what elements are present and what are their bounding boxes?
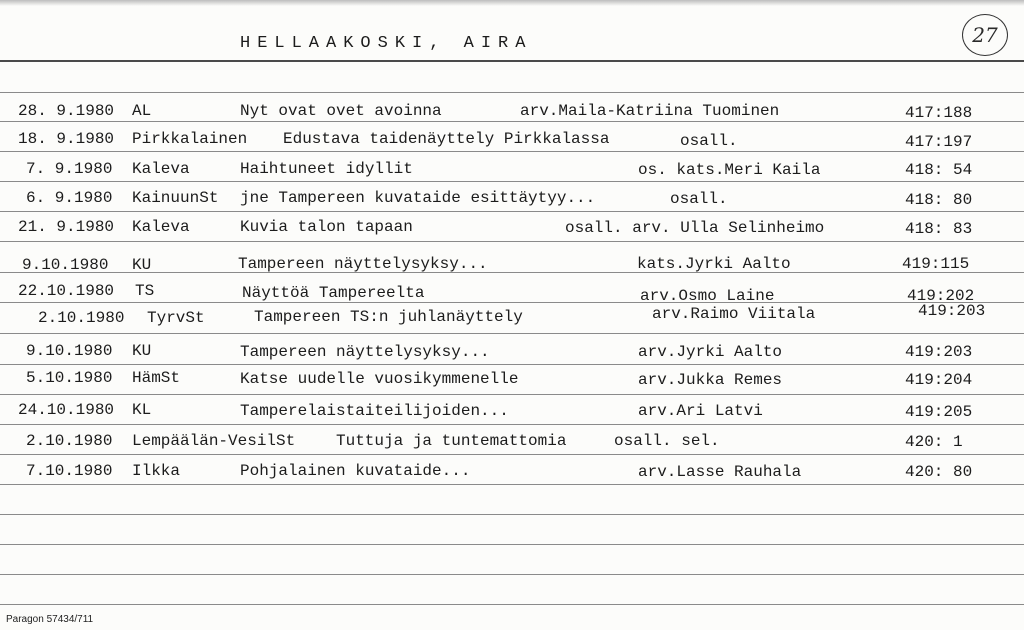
entry-source: KU [132, 256, 152, 274]
entry-ref: 419:202 [907, 287, 975, 305]
entry-source: KainuunSt [132, 189, 219, 207]
entry-ref: 417:197 [905, 133, 973, 151]
entry-ref: 420: 1 [905, 433, 963, 451]
ruled-line [0, 272, 1024, 273]
entry-date: 24.10.1980 [18, 401, 115, 419]
entry-source: Lempäälän-VesilSt [132, 432, 296, 450]
entry-title: Edustava taidenäyttely Pirkkalassa [283, 130, 610, 148]
entry-date: 7.10.1980 [26, 462, 113, 480]
entry-note: osall. sel. [614, 432, 720, 450]
header-rule [0, 60, 1024, 62]
entry-ref: 419:203 [918, 302, 986, 320]
entry-note: arv.Jukka Remes [638, 371, 783, 389]
entry-date: 6. 9.1980 [26, 189, 113, 207]
entry-note: arv.Jyrki Aalto [638, 343, 783, 361]
entry-title: Haihtuneet idyllit [240, 160, 413, 178]
entry-ref: 419:203 [905, 343, 973, 361]
entry-date: 22.10.1980 [18, 282, 115, 300]
ruled-line [0, 333, 1024, 334]
entry-date: 18. 9.1980 [18, 130, 115, 148]
entry-title: Pohjalainen kuvataide... [240, 462, 471, 480]
entry-source: HämSt [132, 369, 181, 387]
entry-source: Kaleva [132, 218, 190, 236]
entry-date: 7. 9.1980 [26, 160, 113, 178]
entry-ref: 419:115 [902, 255, 970, 273]
ruled-line [0, 151, 1024, 152]
ruled-line [0, 604, 1024, 605]
entry-title: Tampereen TS:n juhlanäyttely [254, 308, 523, 326]
entry-title: Katse uudelle vuosikymmenelle [240, 370, 519, 388]
entry-date: 9.10.1980 [22, 256, 109, 274]
entry-note: osall. [670, 190, 728, 208]
entry-title: Tampereen näyttelysyksy... [238, 255, 488, 273]
entry-note: arv.Maila-Katriina Tuominen [520, 102, 780, 120]
entry-title: Kuvia talon tapaan [240, 218, 413, 236]
entry-note: osall. [680, 132, 738, 150]
entry-note: arv.Ari Latvi [638, 402, 763, 420]
ruled-line [0, 544, 1024, 545]
entry-source: Kaleva [132, 160, 190, 178]
entry-ref: 417:188 [905, 104, 973, 122]
ruled-line [0, 574, 1024, 575]
entry-source: AL [132, 102, 152, 120]
entry-note: kats.Jyrki Aalto [637, 255, 791, 273]
entry-title: jne Tampereen kuvataide esittäytyy... [240, 189, 596, 207]
entry-ref: 418: 80 [905, 191, 973, 209]
ruled-line [0, 302, 1024, 303]
entry-date: 28. 9.1980 [18, 102, 115, 120]
entry-source: KU [132, 342, 152, 360]
card-number-circle: 27 [962, 14, 1008, 56]
ruled-line [0, 394, 1024, 395]
entry-title: Nyt ovat ovet avoinna [240, 102, 442, 120]
ruled-line [0, 121, 1024, 122]
entry-title: Tamperelaistaiteilijoiden... [240, 402, 509, 420]
top-edge [0, 0, 1024, 6]
entry-ref: 419:204 [905, 371, 973, 389]
ruled-line [0, 181, 1024, 182]
entry-date: 9.10.1980 [26, 342, 113, 360]
ruled-line [0, 241, 1024, 242]
ruled-line [0, 92, 1024, 93]
entry-title: Tampereen näyttelysyksy... [240, 343, 490, 361]
entry-note: arv.Lasse Rauhala [638, 463, 802, 481]
entry-source: TyrvSt [147, 309, 205, 327]
entry-source: Ilkka [132, 462, 181, 480]
entry-ref: 418: 54 [905, 161, 973, 179]
entry-ref: 419:205 [905, 403, 973, 421]
entry-date: 2.10.1980 [26, 432, 113, 450]
entry-note: arv.Osmo Laine [640, 287, 775, 305]
ruled-line [0, 484, 1024, 485]
card-heading: HELLAAKOSKI, AIRA [240, 34, 533, 53]
ruled-line [0, 424, 1024, 425]
ruled-line [0, 454, 1024, 455]
entry-note: osall. arv. Ulla Selinheimo [565, 219, 825, 237]
ruled-line [0, 364, 1024, 365]
entry-title: Näyttöä Tampereelta [242, 284, 425, 302]
ruled-line [0, 514, 1024, 515]
entry-source: KL [132, 401, 152, 419]
entry-title: Tuttuja ja tuntemattomia [336, 432, 567, 450]
entry-ref: 420: 80 [905, 463, 973, 481]
form-code: Paragon 57434/711 [6, 614, 94, 625]
entry-note: arv.Raimo Viitala [652, 305, 816, 323]
ruled-line [0, 211, 1024, 212]
entry-date: 5.10.1980 [26, 369, 113, 387]
entry-date: 2.10.1980 [38, 309, 125, 327]
entry-date: 21. 9.1980 [18, 218, 115, 236]
entry-source: Pirkkalainen [132, 130, 248, 148]
entry-note: os. kats.Meri Kaila [638, 161, 821, 179]
entry-ref: 418: 83 [905, 220, 973, 238]
entry-source: TS [135, 282, 155, 300]
